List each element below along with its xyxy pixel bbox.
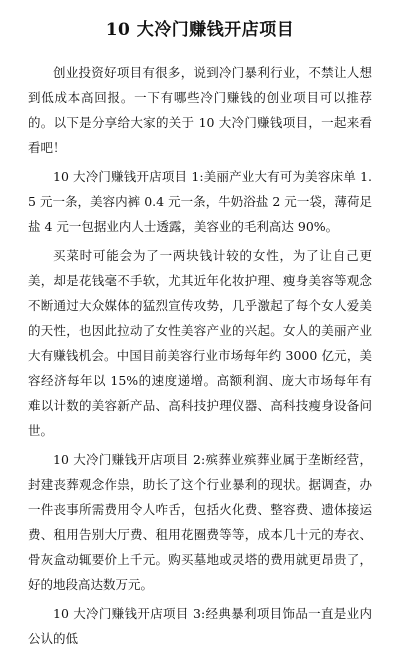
paragraph-project-3: 10 大冷门赚钱开店项目 3:经典暴利项目饰品一直是业内公认的低 [28, 606, 372, 646]
paragraph-project-1: 10 大冷门赚钱开店项目 1:美丽产业大有可为美容床单 1.5 元一条，美容内裤 0.4 元一条，牛奶浴盐 2 元一袋，薄荷足盐 4 元一包据业内人士透露，美容业的毛利高达 90%。 [28, 169, 372, 234]
paragraph-intro: 创业投资好项目有很多，说到冷门暴利行业，不禁让人想到低成本高回报。一下有哪些冷门赚钱的创业项目可以推荐的。以下是分享给大家的关于 10 大冷门赚钱项目，一起来看看吧！ [28, 65, 372, 155]
paragraph-beauty-industry: 买菜时可能会为了一两块钱计较的女性，为了让自己更美，却是花钱毫不手软，尤其近年化妆护理、瘦身美容等观念不断通过大众媒体的猛烈宣传攻势，几乎激起了每个女人爱美的天性，也因此拉动了女性美容产业的兴起。女人的美丽产业大有赚钱机会。中国目前美容行业市场每年约 3000 亿元，美容经济每年以 15%的速度递增。高额利润、庞大市场每年有难以计数的美容新产品、高科技护理仪器、高科技瘦身设备问世。 [28, 248, 372, 438]
document-title: 10 大冷门赚钱开店项目 [105, 20, 295, 40]
paragraph-project-2: 10 大冷门赚钱开店项目 2:殡葬业殡葬业属于垄断经营，封建丧葬观念作祟，助长了这个行业暴利的现状。据调查，办一件丧事所需费用令人咋舌，包括火化费、整容费、遗体接运费、租用告别大厅费、租用花圈费等等，成本几十元的寿衣、骨灰盒动辄要价上千元。购买墓地或灵塔的费用就更昂贵了，好的地段高达数万元。 [28, 452, 372, 592]
